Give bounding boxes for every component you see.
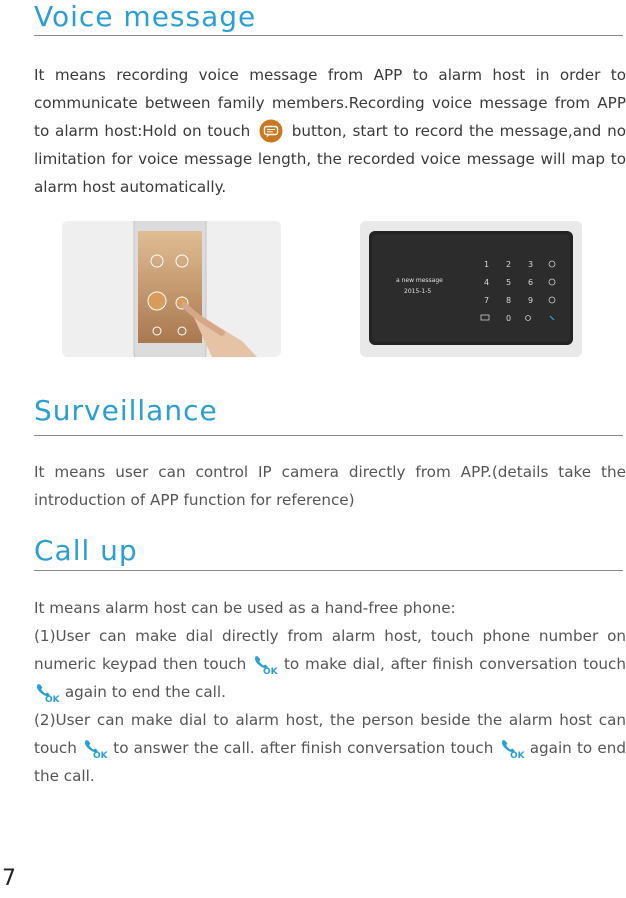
item1-text-a: (1)User can make dial directly from alarm host, touch phone number on numeric keypad then touch: [34, 627, 626, 673]
phone-ok-icon: [499, 737, 525, 759]
svg-text:OK: OK: [509, 751, 525, 759]
phone-ok-icon: [252, 653, 278, 675]
page-number: 7: [2, 866, 16, 891]
svg-text:2: 2: [506, 260, 512, 269]
voice-message-title: Voice message: [34, 0, 257, 33]
call-up-item-1: [34, 622, 626, 706]
item2-text-b: to answer the call. after finish conversation touch: [113, 739, 494, 757]
svg-text:OK: OK: [93, 751, 108, 759]
item1-text-b: to make dial, after finish conversation touch: [283, 655, 626, 673]
svg-text:7: 7: [484, 296, 490, 305]
voice-text-before-icon: It means recording voice message from APP to alarm host in order to communicate between family members.Recording voice message from APP to alarm host:Hold on touch: [34, 66, 626, 140]
message-bubble-icon: [258, 119, 284, 143]
call-up-title: Call up: [34, 534, 138, 567]
svg-text:OK: OK: [45, 695, 60, 703]
section-divider: [34, 570, 623, 571]
voice-message-text: [34, 61, 626, 201]
surveillance-text: It means user can control IP camera directly from APP.(details take the introduction of APP function for reference): [34, 463, 626, 509]
svg-text:OK: OK: [263, 667, 278, 675]
svg-text:5: 5: [506, 278, 512, 287]
section-divider: [34, 35, 623, 36]
device-screen-date: 2015-1-5: [404, 288, 432, 295]
item1-text-c: again to end the call.: [64, 683, 226, 701]
item2-text-a: (2)User can make dial to alarm host, the person beside the alarm host can touch: [34, 711, 626, 757]
alarm-host-photo: [360, 221, 582, 357]
phone-app-photo: [62, 221, 281, 357]
item2-text-c: again to end the call.: [34, 739, 626, 785]
call-up-intro: It means alarm host can be used as a hand-free phone:: [34, 599, 456, 617]
surveillance-title: Surveillance: [34, 394, 218, 427]
svg-text:3: 3: [528, 260, 534, 269]
svg-text:1: 1: [484, 260, 490, 269]
svg-text:9: 9: [528, 296, 534, 305]
section-divider: [34, 435, 623, 436]
call-up-body: [34, 594, 626, 790]
svg-text:8: 8: [506, 296, 512, 305]
call-up-item-2: [34, 706, 626, 790]
phone-ok-icon: [34, 681, 60, 703]
voice-text-after-icon: button, start to record the message,and no limitation for voice message length, the recorded voice message will map to alarm host automatically.: [34, 122, 626, 196]
device-screen-message: a new message: [396, 277, 443, 284]
phone-ok-icon: [82, 737, 108, 759]
svg-text:0: 0: [506, 314, 512, 323]
svg-text:6: 6: [528, 278, 534, 287]
svg-text:4: 4: [484, 278, 490, 287]
